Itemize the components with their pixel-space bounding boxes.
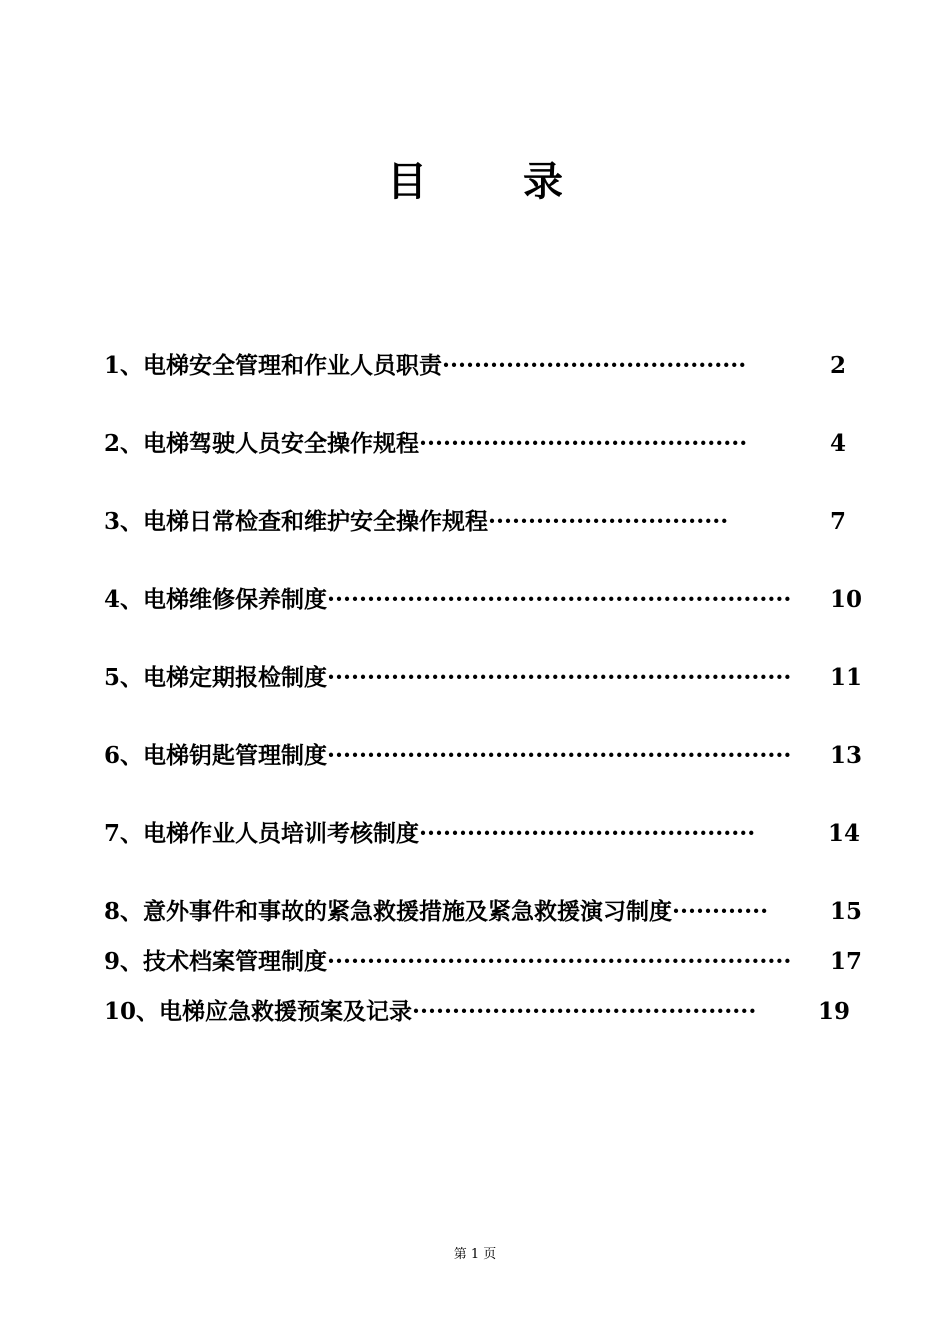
toc-entry-8[interactable]: 8、意外事件和事故的紧急救援措施及紧急救援演习制度············	[104, 898, 769, 925]
toc-entry-7[interactable]: 7、电梯作业人员培训考核制度··········································	[104, 820, 756, 847]
page-footer: 第 1 页	[453, 1247, 497, 1262]
toc-entry-5[interactable]: 5、电梯定期报检制度··························································	[104, 664, 792, 691]
toc-page-8: 15	[830, 898, 863, 925]
toc-page-7: 14	[828, 820, 861, 847]
toc-page-9: 17	[830, 948, 863, 975]
toc-page-2: 4	[830, 430, 847, 457]
page-title: 目 录	[387, 158, 591, 205]
toc-entry-10[interactable]: 10、电梯应急救援预案及记录···········································	[104, 998, 757, 1025]
toc-page-1: 2	[830, 352, 847, 379]
toc-entry-6[interactable]: 6、电梯钥匙管理制度··························································	[104, 742, 792, 769]
toc-page-10: 19	[818, 998, 851, 1025]
toc-page-4: 10	[830, 586, 863, 613]
toc-entry-2[interactable]: 2、电梯驾驶人员安全操作规程·········································	[104, 430, 748, 457]
toc-entry-1[interactable]: 1、电梯安全管理和作业人员职责······································	[104, 352, 747, 379]
toc-entry-9[interactable]: 9、技术档案管理制度··························································	[104, 948, 792, 975]
toc-entry-4[interactable]: 4、电梯维修保养制度··························································	[104, 586, 792, 613]
toc-page-6: 13	[830, 742, 863, 769]
toc-page-3: 7	[830, 508, 847, 535]
toc-page-5: 11	[830, 664, 863, 691]
toc-entry-3[interactable]: 3、电梯日常检查和维护安全操作规程······························	[104, 508, 729, 535]
